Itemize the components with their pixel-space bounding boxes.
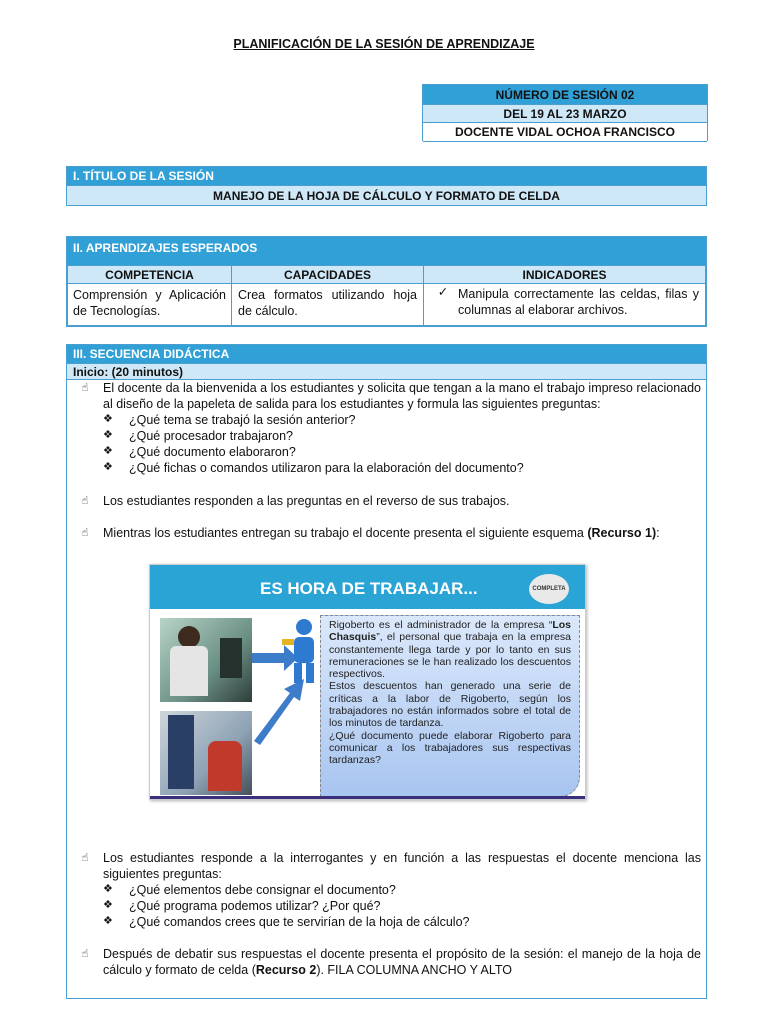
section-title-header: I. TÍTULO DE LA SESIÓN (67, 167, 706, 185)
question-item: ¿Qué documento elaboraron? (129, 445, 296, 459)
col-capacidades: CAPACIDADES (232, 266, 424, 284)
recurso-2-label: Recurso 2 (255, 963, 317, 977)
diamond-bullet-icon: ❖ (103, 899, 113, 911)
session-number: NÚMERO DE SESIÓN 02 (423, 85, 707, 105)
inicio-label: Inicio: (20 minutos) (67, 363, 706, 380)
section-learning (66, 236, 707, 327)
section-sequence-header: III. SECUENCIA DIDÁCTICA (67, 345, 706, 363)
photo-time-clock (160, 711, 252, 795)
diamond-bullet-icon: ❖ (103, 883, 113, 895)
section-title-value: MANEJO DE LA HOJA DE CÁLCULO Y FORMATO DE CELDA (67, 185, 706, 205)
learning-table (67, 265, 706, 326)
paragraph-scheme: Mientras los estudiantes entregan su trabajo el docente presenta el siguiente esquema (Recurso 1): (103, 526, 660, 540)
session-teacher: DOCENTE VIDAL OCHOA FRANCISCO (423, 123, 707, 142)
session-dates: DEL 19 AL 23 MARZO (423, 105, 707, 123)
question-item: ¿Qué comandos crees que te servirían de la hoja de cálculo? (129, 915, 470, 929)
hand-pointer-icon: ☝ (81, 852, 89, 864)
slide-logo: COMPLETA (529, 574, 569, 604)
mascot-figure-icon (282, 617, 322, 687)
photo-office-worker (160, 618, 252, 702)
hand-pointer-icon: ☝ (81, 527, 89, 539)
check-icon: ✓ (437, 285, 449, 299)
slide-textbox: Rigoberto es el administrador de la empresa “Los Chasquis”, el personal que trabaja en la empresa constantemente llega tarde y por lo tanto en sus remuneraciones se le han realizado los descuentos respectivos. Estos descuentos han generado una serie de críticas a la labor de Rigoberto, según los trabajadores no están informados sobre el total de los minutos de tardanza. ¿Qué documento puede elaborar Rigoberto para comunicar a los trabajadores sus respectivas tardanzas? (320, 615, 580, 797)
diamond-bullet-icon: ❖ (103, 413, 113, 425)
indicadores-value: Manipula correctamente las celdas, filas y columnas al elaborar archivos. (458, 287, 699, 317)
question-item: ¿Qué tema se trabajó la sesión anterior? (129, 413, 356, 427)
diamond-bullet-icon: ❖ (103, 461, 113, 473)
diamond-bullet-icon: ❖ (103, 915, 113, 927)
session-info-box (422, 84, 708, 141)
col-indicadores: INDICADORES (424, 266, 706, 284)
hand-pointer-icon: ☝ (81, 382, 89, 394)
capacidades-value: Crea formatos utilizando hoja de cálculo. (238, 288, 417, 318)
diamond-bullet-icon: ❖ (103, 429, 113, 441)
question-item: ¿Qué procesador trabajaron? (129, 429, 293, 443)
question-item: ¿Qué elementos debe consignar el documento? (129, 883, 396, 897)
slide-heading: ES HORA DE TRABAJAR... (260, 579, 478, 598)
hand-pointer-icon: ☝ (81, 948, 89, 960)
hand-pointer-icon: ☝ (81, 495, 89, 507)
resource-slide (149, 564, 586, 800)
section-sequence (66, 344, 707, 999)
col-competencia: COMPETENCIA (68, 266, 232, 284)
paragraph-responses: Los estudiantes responden a las preguntas en el reverso de sus trabajos. (103, 494, 510, 508)
question-item: ¿Qué programa podemos utilizar? ¿Por qué? (129, 899, 381, 913)
section-title (66, 166, 707, 206)
page-title: PLANIFICACIÓN DE LA SESIÓN DE APRENDIZAJE (233, 37, 535, 51)
section-learning-header: II. APRENDIZAJES ESPERADOS (67, 237, 706, 265)
slide-banner (150, 565, 585, 609)
question-item: ¿Qué fichas o comandos utilizaron para la elaboración del documento? (129, 461, 524, 475)
diamond-bullet-icon: ❖ (103, 445, 113, 457)
paragraph-purpose: Después de debatir sus respuestas el docente presenta el propósito de la sesión: el manejo de la hoja de cálculo y formato de celda (Recurso 2). FILA COLUMNA ANCHO Y ALTO (103, 947, 701, 977)
paragraph-intro: El docente da la bienvenida a los estudiantes y solicita que tengan a la mano el trabajo impreso relacionado al diseño de la papeleta de salida para los estudiantes y formula las siguientes preguntas: (103, 381, 701, 411)
competencia-value: Comprensión y Aplicación de Tecnologías. (73, 288, 226, 318)
recurso-1-label: (Recurso 1) (587, 526, 657, 540)
paragraph-answers: Los estudiantes responde a la interrogantes y en función a las respuestas el docente menciona las siguientes preguntas: (103, 851, 701, 881)
